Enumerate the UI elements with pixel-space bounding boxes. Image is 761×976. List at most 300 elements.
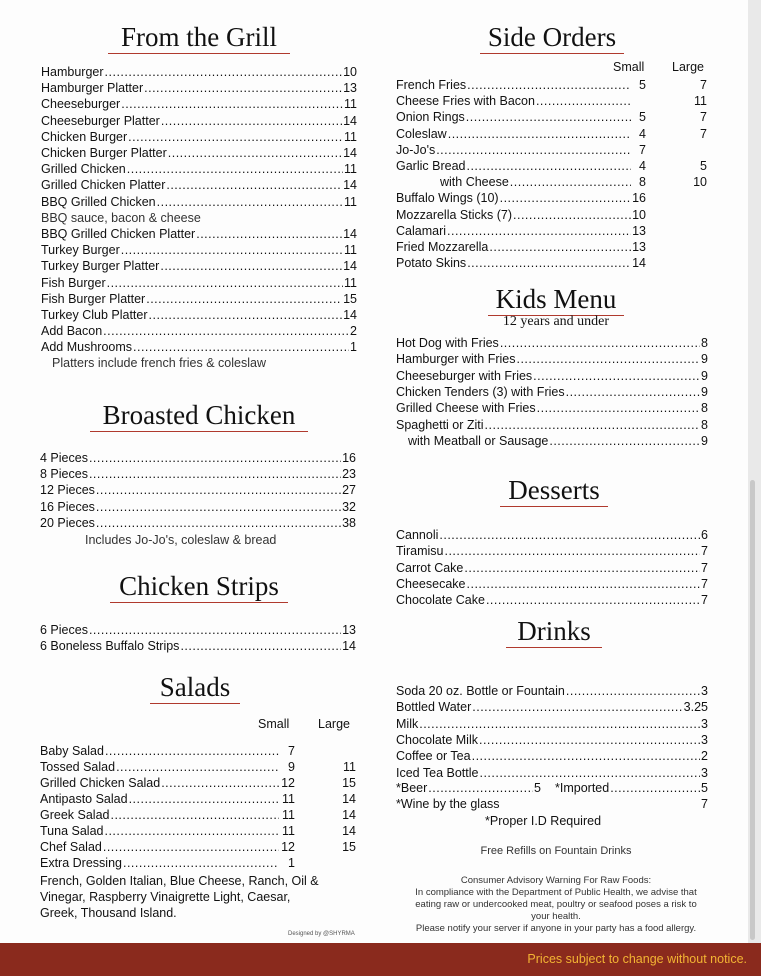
advisory-line-2: In compliance with the Department of Public Health, we advise that	[415, 887, 697, 898]
dot-leader	[146, 291, 342, 307]
menu-item-row	[396, 683, 708, 699]
item-name: Chocolate Milk	[396, 732, 478, 747]
item-price: 3	[701, 716, 708, 731]
item-price: 8	[701, 417, 708, 432]
item-price: 11	[344, 275, 357, 290]
grill-heading: From the Grill	[108, 22, 290, 54]
menu-item-row	[41, 129, 357, 145]
salads-heading: Salads	[150, 672, 240, 704]
item-name: 8 Pieces	[40, 467, 88, 482]
item-name: Add Bacon	[41, 324, 103, 339]
menu-item-row	[40, 791, 280, 807]
menu-item-row	[41, 258, 357, 274]
item-name: 16 Pieces	[40, 499, 95, 514]
dot-leader	[537, 400, 700, 416]
item-name: Soda 20 oz. Bottle or Fountain	[396, 684, 565, 698]
sides-large-header: Large	[672, 60, 704, 74]
menu-item-row	[396, 417, 708, 433]
broasted-heading: Broasted Chicken	[90, 400, 308, 432]
dot-leader	[121, 242, 343, 258]
item-price: 14	[343, 308, 357, 322]
menu-item-row	[41, 307, 357, 323]
item-name: Calamari	[396, 223, 447, 238]
menu-item-row	[396, 368, 708, 384]
item-name: Grilled Chicken Salad	[40, 776, 161, 790]
item-price: 8	[701, 401, 708, 416]
dot-leader	[180, 638, 341, 654]
dressings-line-2: Vinegar, Raspberry Vinaigrette Light, Caesar,	[40, 890, 291, 904]
item-small-price: 13	[632, 223, 646, 238]
item-small-price: 11	[282, 824, 295, 838]
menu-item-row	[41, 226, 357, 242]
item-name: Coleslaw	[396, 126, 447, 141]
item-price: 11	[344, 194, 357, 209]
menu-item-row	[396, 223, 632, 239]
item-price: 38	[342, 515, 356, 530]
item-name: Hamburger	[41, 65, 104, 79]
item-price: 32	[342, 499, 356, 514]
beer-name: *Beer	[396, 781, 428, 795]
menu-item-row	[440, 174, 632, 190]
item-price: 7	[701, 593, 708, 608]
menu-item-row	[396, 765, 708, 781]
item-name: Cannoli	[396, 528, 439, 542]
item-name: Tiramisu	[396, 544, 444, 559]
dot-leader	[479, 732, 700, 748]
item-name: Milk	[396, 716, 419, 731]
menu-item-row	[41, 177, 357, 193]
item-small-price: 1	[288, 856, 295, 870]
item-price: 14	[342, 639, 356, 653]
item-large-price: 14	[342, 808, 356, 822]
item-small-price: 16	[632, 191, 646, 206]
item-small-price: 13	[632, 240, 646, 254]
dot-leader	[107, 275, 343, 291]
dot-leader	[166, 177, 342, 193]
dot-leader	[123, 855, 279, 871]
menu-item-row	[41, 242, 357, 258]
item-name: BBQ Grilled Chicken Platter	[41, 227, 196, 241]
beer-price: 5	[534, 781, 541, 795]
dot-leader	[516, 351, 700, 367]
item-price: 13	[342, 623, 356, 637]
beer-row	[396, 780, 541, 796]
item-price: 9	[701, 368, 708, 383]
item-name: Coffee or Tea	[396, 749, 471, 764]
item-name: Potato Skins	[396, 256, 467, 271]
dot-leader	[472, 748, 700, 764]
advisory-line-5: Please notify your server if anyone in your party has a food allergy.	[415, 923, 697, 934]
scrollbar[interactable]	[750, 480, 755, 940]
menu-item-row	[396, 93, 632, 109]
menu-item-row	[40, 638, 356, 654]
item-price: 11	[344, 243, 357, 258]
item-price: 15	[343, 291, 357, 306]
item-name: 12 Pieces	[40, 483, 95, 498]
dot-leader	[89, 450, 341, 466]
dot-leader	[466, 158, 631, 174]
bbq-note: BBQ sauce, bacon & cheese	[41, 211, 201, 225]
kids-heading: Kids Menu	[488, 284, 624, 316]
sides-heading: Side Orders	[480, 22, 624, 54]
dot-leader	[467, 576, 701, 592]
menu-item-row	[41, 96, 357, 112]
menu-item-row	[396, 77, 632, 93]
item-price: 14	[343, 227, 357, 241]
menu-item-row	[41, 194, 357, 210]
menu-item-row	[396, 384, 708, 400]
dot-leader	[513, 207, 631, 223]
dot-leader	[96, 499, 341, 515]
advisory-line-3: eating raw or undercooked meat, poultry or seafood poses a risk to	[415, 899, 697, 910]
item-name: Turkey Club Platter	[41, 308, 148, 322]
dot-leader	[549, 433, 700, 449]
item-name: Jo-Jo's	[396, 142, 436, 157]
dot-leader	[96, 515, 341, 531]
item-name: Cheeseburger	[41, 97, 121, 112]
dot-leader	[444, 543, 700, 559]
dressings-line-3: Greek, Thousand Island.	[40, 906, 177, 920]
menu-item-row	[396, 351, 708, 367]
menu-item-row	[40, 499, 356, 515]
footer-note: Prices subject to change without notice.	[527, 952, 747, 966]
dot-leader	[566, 384, 700, 400]
item-name: Cheeseburger Platter	[41, 113, 160, 128]
item-price: 3	[701, 765, 708, 780]
item-small-price: 7	[288, 744, 295, 758]
dot-leader	[196, 226, 342, 242]
dot-leader	[439, 527, 700, 543]
dot-leader	[144, 80, 342, 96]
dot-leader	[121, 96, 343, 112]
dot-leader	[533, 368, 700, 384]
dot-leader	[448, 126, 631, 142]
dot-leader	[161, 775, 279, 791]
item-large-price: 15	[342, 840, 356, 854]
item-name: Hot Dog with Fries	[396, 336, 499, 350]
item-price: 14	[343, 113, 357, 128]
item-price: 7	[701, 544, 708, 559]
item-name: Onion Rings	[396, 110, 465, 125]
menu-item-row	[41, 113, 357, 129]
dot-leader	[161, 113, 342, 129]
item-name: Turkey Burger Platter	[41, 259, 160, 274]
dot-leader	[464, 560, 700, 576]
wine-name: *Wine by the glass	[396, 797, 500, 811]
dot-leader	[486, 592, 700, 608]
item-price: 9	[701, 384, 708, 399]
menu-item-row	[396, 207, 632, 223]
imported-price: 5	[701, 781, 708, 795]
item-large-price: 5	[700, 159, 707, 173]
item-small-price: 9	[288, 760, 295, 774]
menu-item-row	[396, 158, 632, 174]
item-price: 14	[343, 259, 357, 274]
item-name: Carrot Cake	[396, 560, 464, 575]
item-price: 10	[343, 65, 357, 79]
menu-item-row	[396, 699, 708, 715]
item-large-price: 11	[694, 94, 707, 109]
menu-item-row	[396, 239, 632, 255]
designer-credit: Designed by @SHYRMA	[288, 931, 355, 937]
menu-item-row	[40, 823, 280, 839]
menu-item-row	[41, 80, 357, 96]
menu-item-row	[396, 560, 708, 576]
dot-leader	[160, 258, 342, 274]
drinks-heading: Drinks	[506, 616, 602, 648]
item-name: 4 Pieces	[40, 451, 88, 465]
item-name: Cheesecake	[396, 576, 466, 591]
item-name: Grilled Chicken Platter	[41, 178, 166, 193]
dot-leader	[500, 190, 631, 206]
menu-item-row	[40, 466, 356, 482]
dot-leader	[103, 839, 279, 855]
item-name: Greek Salad	[40, 808, 110, 822]
dressings-line-1: French, Golden Italian, Blue Cheese, Ranch, Oil &	[40, 874, 319, 888]
menu-item-row	[396, 716, 708, 732]
menu-item-row	[396, 126, 632, 142]
menu-item-row	[396, 527, 708, 543]
menu-item-row	[40, 855, 280, 871]
dot-leader	[89, 466, 341, 482]
item-price: 7	[701, 576, 708, 591]
salads-small-header: Small	[258, 717, 290, 731]
dot-leader	[467, 255, 631, 271]
advisory-line-4: your health.	[531, 911, 581, 922]
item-name: Fish Burger Platter	[41, 291, 146, 306]
menu-item-row	[40, 515, 356, 531]
item-price: 11	[344, 162, 357, 177]
item-large-price: 7	[700, 110, 707, 125]
item-price: 11	[344, 129, 357, 144]
dot-leader	[103, 323, 349, 339]
wine-price: 7	[701, 797, 708, 811]
item-small-price: 8	[639, 175, 646, 190]
refills-note: Free Refills on Fountain Drinks	[480, 845, 632, 857]
item-small-price: 10	[632, 207, 646, 222]
item-small-price: 11	[282, 808, 295, 822]
item-name: Spaghetti or Ziti	[396, 417, 484, 432]
item-name: Chicken Burger	[41, 129, 128, 144]
dot-leader	[89, 622, 341, 638]
item-name: 6 Pieces	[40, 623, 88, 637]
item-price: 6	[701, 528, 708, 542]
item-large-price: 14	[342, 792, 356, 806]
menu-item-row	[41, 64, 357, 80]
imported-name: *Imported	[555, 781, 610, 795]
item-price: 3	[701, 684, 708, 698]
menu-item-row	[40, 450, 356, 466]
dot-leader	[129, 791, 279, 807]
dot-leader	[485, 417, 701, 433]
item-name: Extra Dressing	[40, 856, 122, 870]
item-price: 2	[350, 324, 357, 339]
item-small-price: 4	[639, 159, 646, 173]
item-name: Bottled Water	[396, 700, 472, 715]
item-price: 2	[701, 749, 708, 764]
desserts-heading: Desserts	[500, 475, 608, 507]
item-name: Turkey Burger	[41, 243, 120, 258]
menu-item-row	[396, 576, 708, 592]
item-large-price: 14	[342, 824, 356, 838]
menu-item-row	[396, 335, 708, 351]
menu-item-row	[40, 759, 280, 775]
salads-large-header: Large	[318, 717, 350, 731]
menu-item-row	[41, 323, 357, 339]
item-name: Chicken Burger Platter	[41, 146, 167, 160]
dot-leader	[168, 145, 342, 161]
item-price: 9	[701, 433, 708, 448]
menu-item-row	[396, 592, 708, 608]
menu-item-row	[40, 482, 356, 498]
dot-leader	[536, 93, 631, 109]
item-large-price: 15	[342, 776, 356, 790]
item-name: Grilled Cheese with Fries	[396, 401, 536, 416]
menu-item-row	[40, 839, 280, 855]
menu-item-row	[396, 543, 708, 559]
footer-bar	[0, 943, 761, 976]
dot-leader	[466, 109, 631, 125]
imported-row	[555, 780, 708, 796]
broasted-note: Includes Jo-Jo's, coleslaw & bread	[85, 533, 277, 547]
dot-leader	[105, 743, 279, 759]
item-name: Fried Mozzarella	[396, 240, 489, 254]
item-name: Garlic Bread	[396, 159, 466, 173]
item-price: 9	[701, 352, 708, 367]
strips-heading: Chicken Strips	[110, 571, 288, 603]
dot-leader	[436, 142, 631, 158]
menu-item-row	[40, 807, 280, 823]
item-small-price: 12	[281, 776, 295, 790]
item-small-price: 5	[639, 78, 646, 92]
dot-leader	[104, 823, 279, 839]
item-price: 1	[350, 340, 357, 355]
dot-leader	[510, 174, 631, 190]
menu-item-row	[40, 622, 356, 638]
item-name: Cheese Fries with Bacon	[396, 94, 535, 109]
item-price: 23	[342, 467, 356, 482]
item-name: French Fries	[396, 78, 467, 92]
item-name: BBQ Grilled Chicken	[41, 194, 156, 209]
item-name: Buffalo Wings (10)	[396, 191, 499, 206]
item-name: Chicken Tenders (3) with Fries	[396, 384, 565, 399]
dot-leader	[467, 77, 631, 93]
menu-item-row	[408, 433, 708, 449]
item-name: Chef Salad	[40, 840, 102, 854]
dot-leader	[610, 780, 700, 796]
dot-leader	[116, 759, 279, 775]
dot-leader	[127, 161, 343, 177]
item-price: 3	[701, 732, 708, 747]
item-price: 7	[701, 560, 708, 575]
dot-leader	[128, 129, 343, 145]
dot-leader	[428, 780, 533, 796]
menu-item-row	[396, 190, 632, 206]
item-name: Tuna Salad	[40, 824, 104, 838]
kids-subtitle: 12 years and under	[502, 314, 610, 329]
item-name: Chocolate Cake	[396, 593, 485, 608]
menu-item-row	[41, 275, 357, 291]
item-name: Mozzarella Sticks (7)	[396, 207, 512, 222]
id-note: *Proper I.D Required	[485, 814, 602, 828]
dot-leader	[479, 765, 700, 781]
advisory-line-1: Consumer Advisory Warning For Raw Foods:	[460, 875, 652, 886]
item-name: Add Mushrooms	[41, 340, 133, 355]
item-small-price: 7	[639, 142, 646, 157]
dot-leader	[149, 307, 343, 323]
item-large-price: 7	[700, 126, 707, 141]
item-small-price: 5	[639, 110, 646, 125]
item-name: Cheeseburger with Fries	[396, 368, 533, 383]
dot-leader	[157, 194, 343, 210]
platters-note: Platters include french fries & coleslaw	[52, 356, 266, 370]
menu-item-row	[396, 142, 632, 158]
menu-item-row	[396, 400, 708, 416]
menu-item-row	[41, 145, 357, 161]
dot-leader	[110, 807, 279, 823]
menu-item-row	[40, 743, 280, 759]
item-price: 14	[343, 178, 357, 193]
item-small-price: 11	[282, 792, 295, 806]
dot-leader	[447, 223, 631, 239]
item-name: 6 Boneless Buffalo Strips	[40, 639, 180, 653]
dot-leader	[566, 683, 700, 699]
dot-leader	[96, 482, 341, 498]
dot-leader	[105, 64, 343, 80]
item-name: Hamburger Platter	[41, 81, 144, 96]
menu-item-row	[41, 161, 357, 177]
item-name: Grilled Chicken	[41, 162, 126, 177]
wine-row	[396, 796, 708, 812]
item-price: 3.25	[683, 700, 708, 715]
item-name: Baby Salad	[40, 744, 104, 758]
dot-leader	[419, 716, 700, 732]
item-large-price: 7	[700, 78, 707, 92]
item-price: 27	[342, 483, 356, 498]
item-price: 8	[701, 336, 708, 350]
menu-item-row	[396, 255, 632, 271]
menu-item-row	[396, 732, 708, 748]
item-small-price: 4	[639, 126, 646, 141]
item-name: with Cheese	[440, 175, 509, 190]
item-name: Tossed Salad	[40, 760, 116, 774]
menu-item-row	[396, 109, 632, 125]
item-name: Antipasto Salad	[40, 792, 128, 806]
item-name: Fish Burger	[41, 275, 106, 290]
item-price: 14	[343, 146, 357, 160]
item-small-price: 12	[281, 840, 295, 854]
item-price: 16	[342, 451, 356, 465]
item-name: Iced Tea Bottle	[396, 765, 479, 780]
item-name: Hamburger with Fries	[396, 352, 516, 367]
menu-item-row	[41, 339, 357, 355]
dot-leader	[133, 339, 349, 355]
item-small-price: 14	[632, 256, 646, 271]
item-name: 20 Pieces	[40, 515, 95, 530]
sides-small-header: Small	[613, 60, 645, 74]
item-large-price: 11	[343, 760, 356, 774]
menu-item-row	[40, 775, 280, 791]
item-large-price: 10	[693, 175, 707, 190]
item-price: 11	[344, 97, 357, 112]
dot-leader	[489, 239, 631, 255]
item-name: with Meatball or Sausage	[408, 433, 549, 448]
menu-item-row	[41, 291, 357, 307]
menu-item-row	[396, 748, 708, 764]
dot-leader	[500, 335, 700, 351]
dot-leader	[472, 699, 682, 715]
item-price: 13	[343, 81, 357, 96]
